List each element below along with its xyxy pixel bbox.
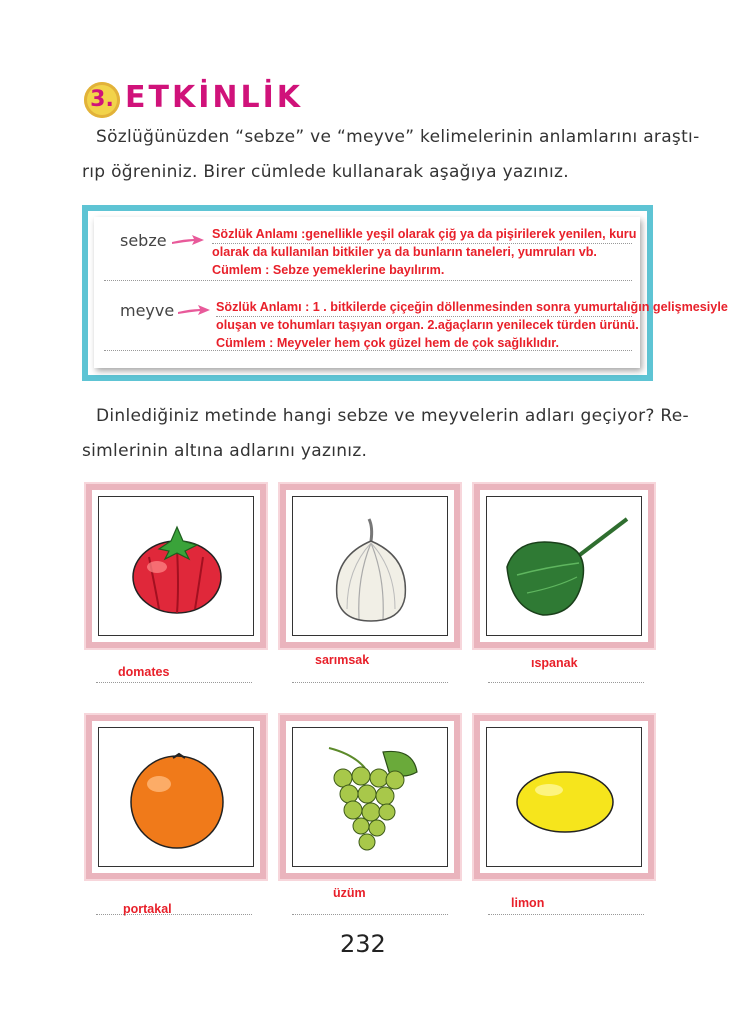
answer-line xyxy=(292,682,448,683)
picture-frame-tomato xyxy=(86,484,266,648)
lemon-icon xyxy=(487,728,643,868)
writing-line xyxy=(212,243,632,244)
writing-line xyxy=(216,316,632,317)
meyve-sentence: Cümlem : Meyveler hem çok güzel hem de çok sağlıklıdır. xyxy=(216,336,559,350)
garlic-icon xyxy=(293,497,449,637)
picture-frame-lemon xyxy=(474,715,654,879)
sebze-definition-line-1: Sözlük Anlamı :genellikle yeşil olarak çiğ ya da pişirilerek yenilen, kuru xyxy=(212,227,637,241)
picture-frame-garlic xyxy=(280,484,460,648)
sebze-sentence: Cümlem : Sebze yemeklerine bayılırım. xyxy=(212,263,445,277)
answer-line xyxy=(488,914,644,915)
spinach-icon xyxy=(487,497,643,637)
grapes-icon xyxy=(293,728,449,868)
picture-frame-orange xyxy=(86,715,266,879)
meyve-definition-line-1: Sözlük Anlamı : 1 . bitkilerde çiçeğin döllenmesinden sonra yumurtalığın gelişmesiyle xyxy=(216,300,728,314)
answer-tomato: domates xyxy=(118,665,170,679)
answer-line xyxy=(96,914,252,915)
answer-orange: portakal xyxy=(123,902,172,916)
orange-icon xyxy=(99,728,255,868)
answer-spinach: ıspanak xyxy=(531,656,578,670)
tomato-icon xyxy=(99,497,255,637)
picture-frame-spinach xyxy=(474,484,654,648)
meyve-word: meyve xyxy=(120,301,175,320)
question-line-1: Dinlediğiniz metinde hangi sebze ve meyvelerin adları geçiyor? Re- xyxy=(96,406,689,426)
meyve-definition-line-2: oluşan ve tohumları taşıyan organ. 2.ağaçların yenilecek türden ürünü. xyxy=(216,318,639,332)
sebze-arrow-icon xyxy=(170,233,206,247)
answer-line xyxy=(292,914,448,915)
answer-garlic: sarımsak xyxy=(315,653,370,667)
page-number: 232 xyxy=(340,930,386,958)
answer-lemon: limon xyxy=(511,896,545,910)
instruction-line-1: Sözlüğünüzden “sebze” ve “meyve” kelimelerinin anlamlarını araştı- xyxy=(96,127,700,147)
instruction-line-2: rıp öğreniniz. Birer cümlede kullanarak aşağıya yazınız. xyxy=(82,162,569,182)
activity-title: ETKİNLİK xyxy=(125,80,303,115)
picture-frame-grapes xyxy=(280,715,460,879)
meyve-arrow-icon xyxy=(176,303,212,317)
sebze-definition-line-2: olarak da kullanılan bitkiler ya da bunların taneleri, yumruları vb. xyxy=(212,245,597,259)
sebze-word: sebze xyxy=(120,231,167,250)
question-line-2: simlerinin altına adlarını yazınız. xyxy=(82,441,368,461)
activity-number: 3. xyxy=(90,87,114,112)
answer-line xyxy=(488,682,644,683)
answer-line xyxy=(96,682,252,683)
writing-line xyxy=(104,350,632,351)
answer-grapes: üzüm xyxy=(333,886,366,900)
writing-line xyxy=(104,280,632,281)
